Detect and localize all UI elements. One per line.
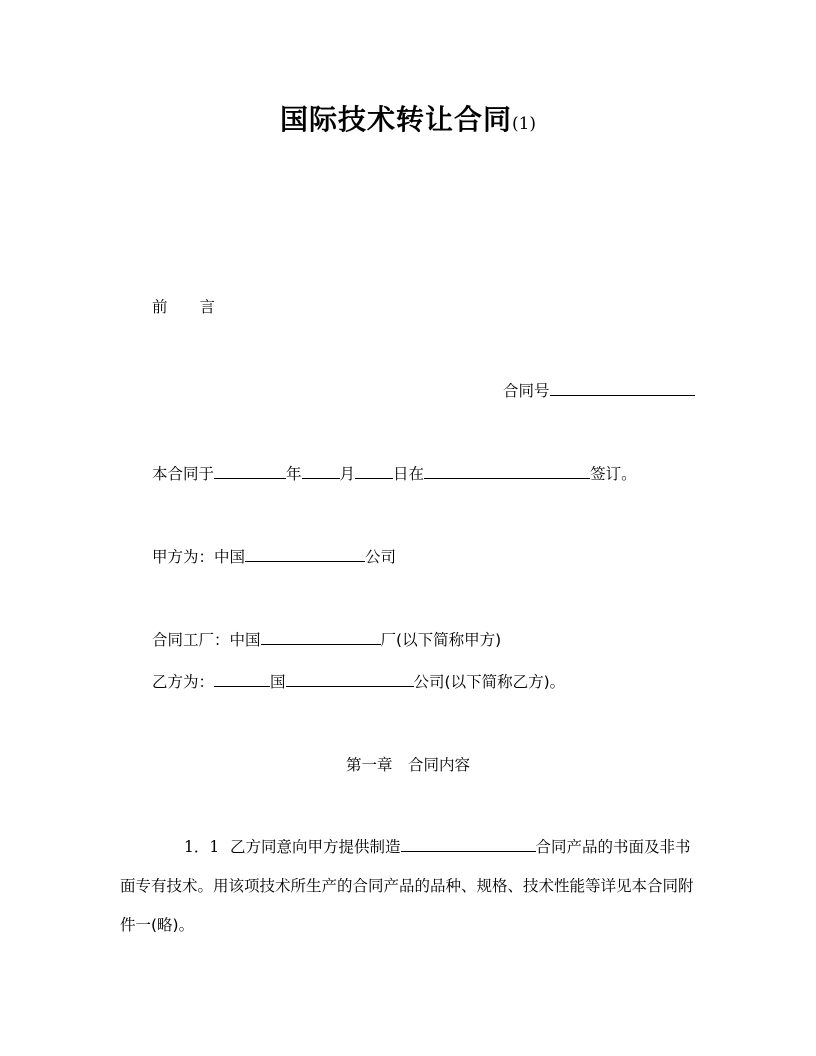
- party-b-company-blank: [286, 672, 414, 687]
- year-blank: [214, 464, 286, 479]
- preface-heading: 前 言: [152, 298, 216, 316]
- title-suffix: (1): [511, 114, 537, 134]
- party-a-line: 甲方为：中国 公司: [152, 548, 397, 566]
- month-blank: [302, 464, 340, 479]
- document-title: [0, 98, 816, 138]
- contract-number-label: 合同号: [503, 382, 550, 400]
- party-b-line: 乙方为： 国 公司(以下简称乙方)。: [152, 673, 566, 691]
- place-blank: [424, 464, 590, 479]
- product-name-blank: [401, 837, 536, 852]
- party-b-country-blank: [214, 672, 270, 687]
- party-a-company-blank: [245, 547, 365, 562]
- chapter-heading: 第一章 合同内容: [345, 756, 470, 774]
- title-text: 国际技术转让合同: [279, 103, 512, 136]
- contract-factory-line: 合同工厂：中国 厂(以下简称甲方): [152, 631, 502, 649]
- signing-date-line: 本合同于 年 月 日在 签订。: [152, 465, 637, 483]
- day-blank: [355, 464, 393, 479]
- clause-number: 1．1: [184, 838, 220, 856]
- contract-number-line: [503, 381, 695, 401]
- factory-name-blank: [261, 630, 381, 645]
- clause-1-1: 1．1 乙方同意向甲方提供制造 合同产品的书面及非书面专有技术。用该项技术所生产的合同产品的品种、规格、技术性能等详见本合同附件一(略)。: [120, 828, 700, 945]
- contract-number-blank: [550, 381, 695, 396]
